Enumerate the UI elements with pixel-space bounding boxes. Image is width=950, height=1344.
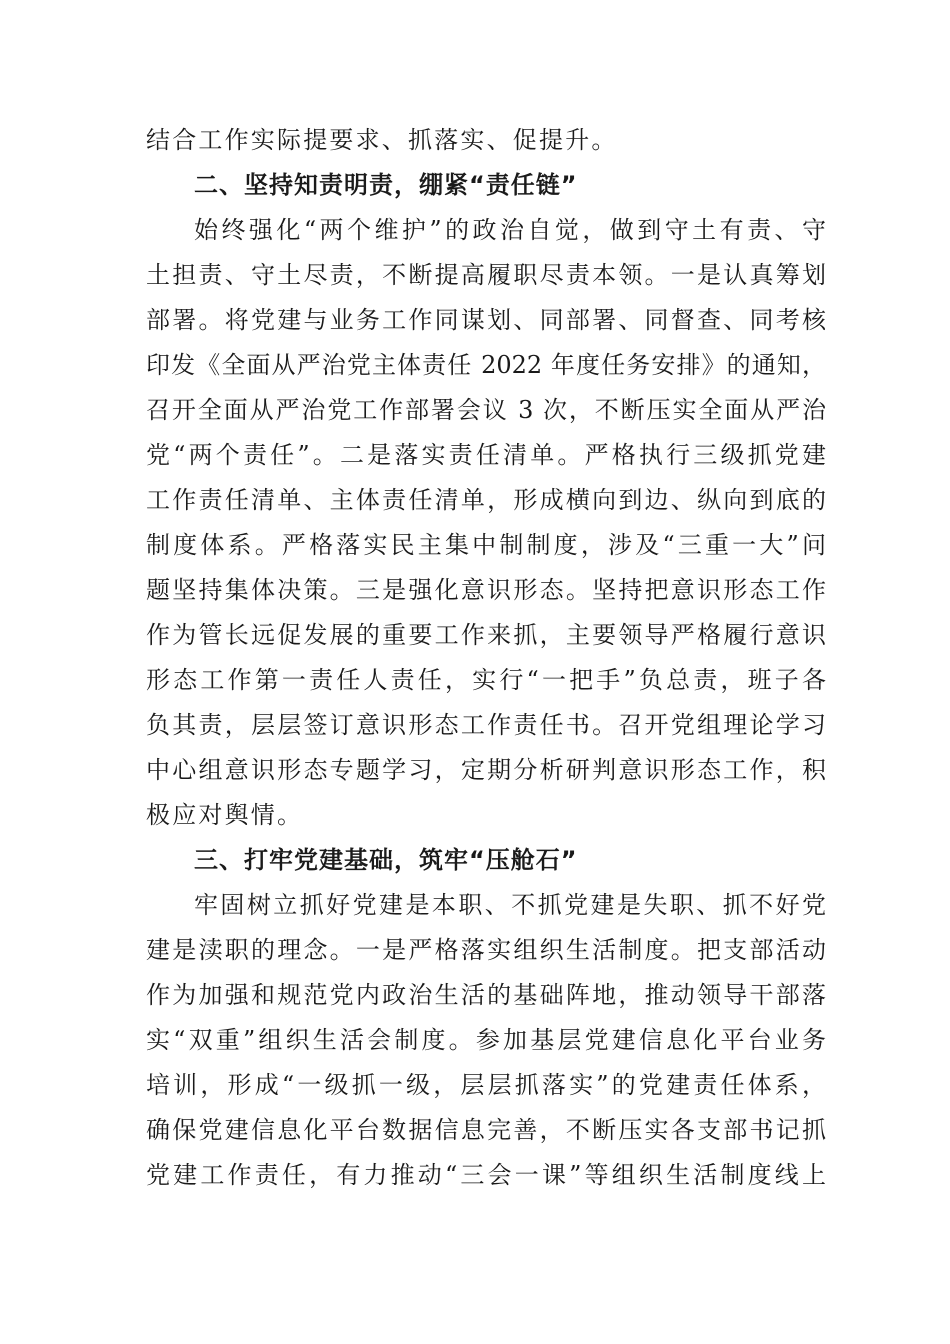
paragraph-line: 极应对舆情。 bbox=[146, 801, 304, 829]
paragraph-line: 土担责、守土尽责，不断提高履职尽责本领。一是认真筹划 bbox=[146, 261, 826, 289]
paragraph-line: 负其责，层层签订意识形态工作责任书。召开党组理论学习 bbox=[146, 711, 826, 739]
section-heading-3: 三、打牢党建基础，筑牢“压舱石” bbox=[194, 846, 578, 874]
paragraph-line: 始终强化“两个维护”的政治自觉，做到守土有责、守 bbox=[194, 216, 826, 244]
paragraph-line: 部署。将党建与业务工作同谋划、同部署、同督查、同考核 bbox=[146, 306, 826, 334]
paragraph-line: 党建工作责任，有力推动“三会一课”等组织生活制度线上 bbox=[146, 1161, 826, 1189]
paragraph-line: 结合工作实际提要求、抓落实、促提升。 bbox=[146, 126, 618, 154]
paragraph-line: 工作责任清单、主体责任清单，形成横向到边、纵向到底的 bbox=[146, 486, 826, 514]
section-heading-2: 二、坚持知责明责，绷紧“责任链” bbox=[194, 171, 578, 199]
paragraph-line: 确保党建信息化平台数据信息完善，不断压实各支部书记抓 bbox=[146, 1116, 826, 1144]
paragraph-line: 培训，形成“一级抓一级，层层抓落实”的党建责任体系， bbox=[146, 1071, 826, 1099]
paragraph-line: 党“两个责任”。二是落实责任清单。严格执行三级抓党建 bbox=[146, 441, 826, 469]
paragraph-line: 牢固树立抓好党建是本职、不抓党建是失职、抓不好党 bbox=[194, 891, 826, 919]
paragraph-line: 形态工作第一责任人责任，实行“一把手”负总责，班子各 bbox=[146, 666, 826, 694]
paragraph-line: 中心组意识形态专题学习，定期分析研判意识形态工作，积 bbox=[146, 756, 826, 784]
paragraph-line: 实“双重”组织生活会制度。参加基层党建信息化平台业务 bbox=[146, 1026, 826, 1054]
paragraph-line: 制度体系。严格落实民主集中制制度，涉及“三重一大”问 bbox=[146, 531, 826, 559]
paragraph-line: 作为加强和规范党内政治生活的基础阵地，推动领导干部落 bbox=[146, 981, 826, 1009]
paragraph-line: 印发《全面从严治党主体责任 2022 年度任务安排》的通知， bbox=[146, 351, 826, 379]
paragraph-line: 题坚持集体决策。三是强化意识形态。坚持把意识形态工作 bbox=[146, 576, 826, 604]
paragraph-line: 建是渎职的理念。一是严格落实组织生活制度。把支部活动 bbox=[146, 936, 826, 964]
paragraph-line: 召开全面从严治党工作部署会议 3 次，不断压实全面从严治 bbox=[146, 396, 826, 424]
paragraph-line: 作为管长远促发展的重要工作来抓，主要领导严格履行意识 bbox=[146, 621, 826, 649]
